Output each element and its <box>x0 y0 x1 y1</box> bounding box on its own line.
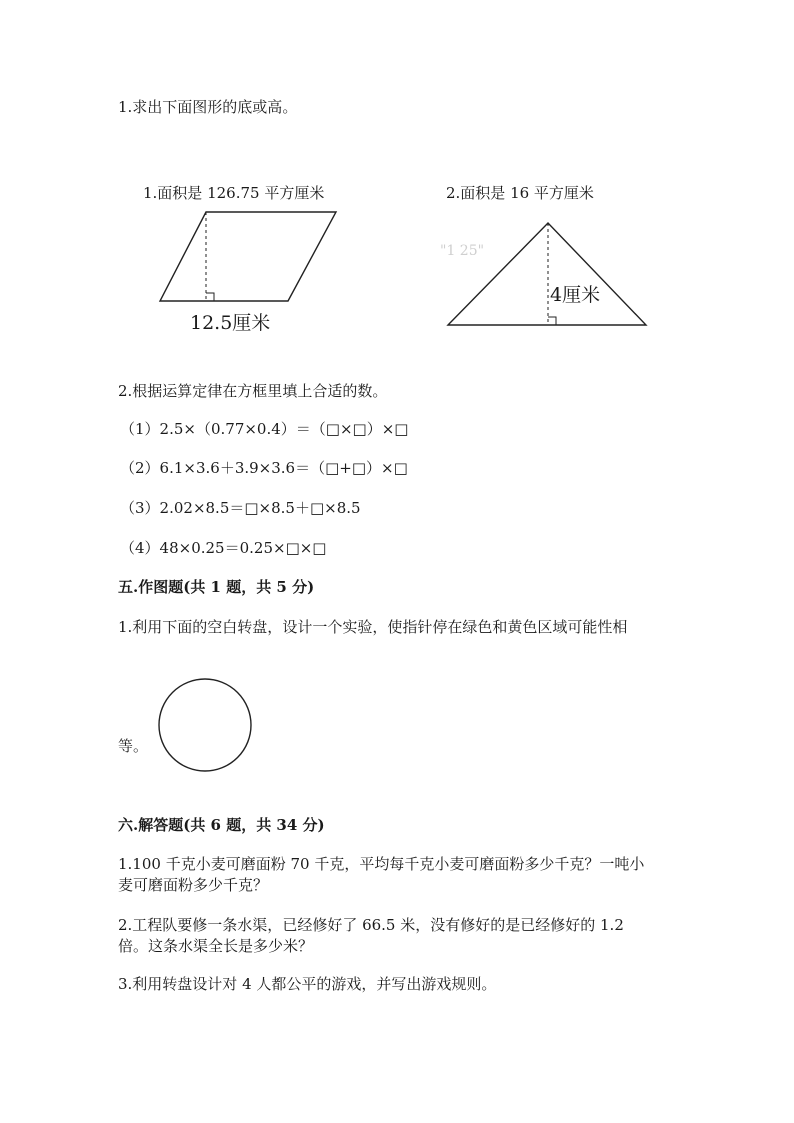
section6-q2-line2: 倍。这条水渠全长是多少米？ <box>118 937 314 955</box>
fig1-base-label: 12.5厘米 <box>190 312 271 334</box>
right-angle-mark <box>206 293 214 301</box>
section6-q3: 3.利用转盘设计对 4 人都公平的游戏，并写出游戏规则。 <box>118 975 497 993</box>
fig1-caption: 1.面积是 126.75 平方厘米 <box>143 184 325 202</box>
parallelogram-shape <box>160 212 336 301</box>
fig2-faded-marks: "1 25" <box>440 243 485 259</box>
triangle-shape <box>448 223 646 325</box>
q2-item-3: （3）2.02×8.5＝□×8.5＋□×8.5 <box>120 499 361 517</box>
q1-prompt: 1.求出下面图形的底或高。 <box>118 98 298 116</box>
fig2-caption: 2.面积是 16 平方厘米 <box>446 184 594 202</box>
right-angle-mark <box>548 317 556 325</box>
section5-q1-line1: 1.利用下面的空白转盘，设计一个实验，使指针停在绿色和黄色区域可能性相 <box>118 618 628 636</box>
section6-heading: 六.解答题(共 6 题，共 34 分) <box>118 816 325 834</box>
q2-item-2: （2）6.1×3.6＋3.9×3.6＝（□+□）×□ <box>120 459 408 477</box>
section6-q1-line1: 1.100 千克小麦可磨面粉 70 千克，平均每千克小麦可磨面粉多少千克？一吨小 <box>118 855 645 873</box>
q2-prompt: 2.根据运算定律在方框里填上合适的数。 <box>118 382 388 400</box>
blank-spinner-circle <box>156 676 254 774</box>
section6-q1-line2: 麦可磨面粉多少千克？ <box>118 876 269 894</box>
section5-heading: 五.作图题(共 1 题，共 5 分) <box>118 578 315 596</box>
section5-q1-line2: 等。 <box>118 737 149 755</box>
q2-item-4: （4）48×0.25＝0.25×□×□ <box>120 539 327 557</box>
triangle-figure <box>440 215 655 335</box>
q2-item-1: （1）2.5×（0.77×0.4）＝（□×□）×□ <box>120 420 409 438</box>
fig2-height-label: 4厘米 <box>550 284 601 306</box>
section6-q2-line1: 2.工程队要修一条水渠，已经修好了 66.5 米，没有修好的是已经修好的 1.2 <box>118 916 624 934</box>
